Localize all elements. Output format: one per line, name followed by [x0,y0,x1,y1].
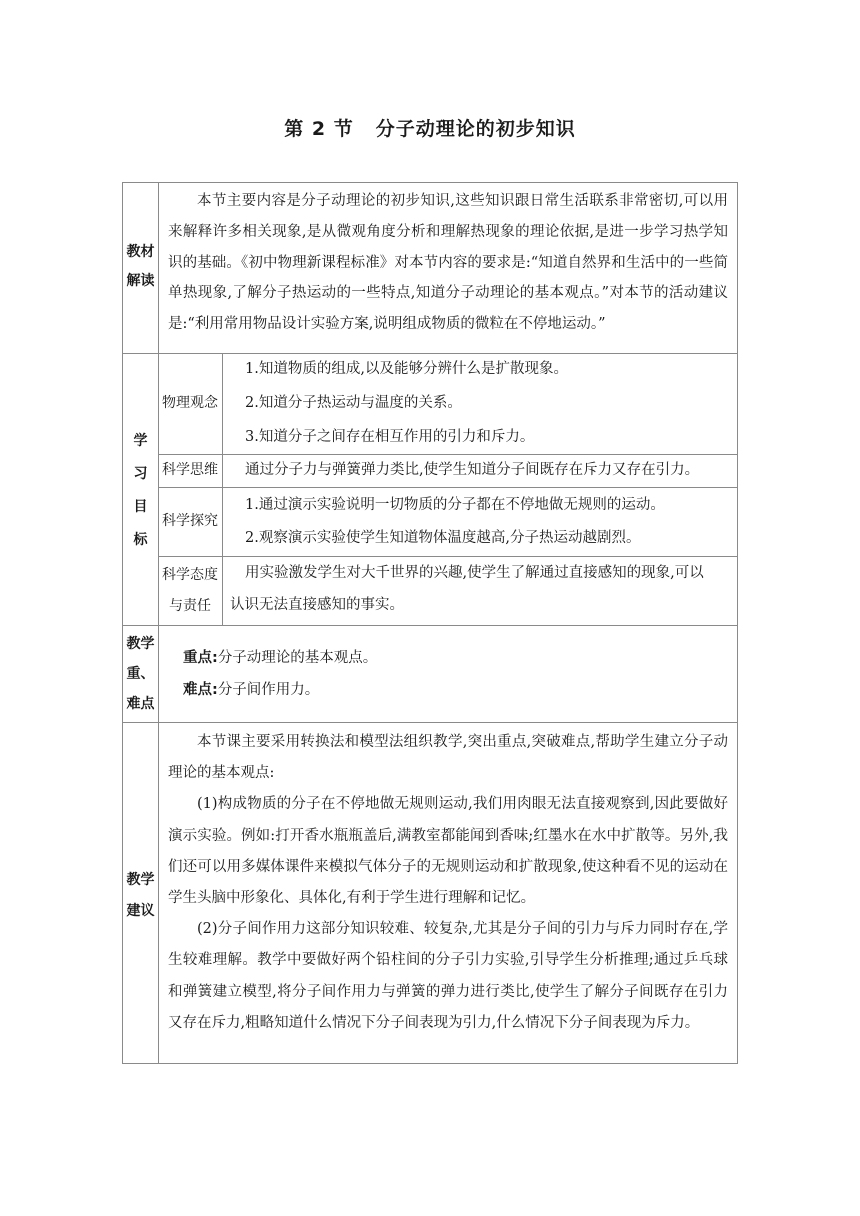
difficult-point: 难点:分子间作用力。 [183,682,320,698]
textbook-reading-text: 本节主要内容是分子动理论的初步知识,这些知识跟日常生活联系非常密切,可以用来解释许多相关现象,是从微观角度分析和理解热现象的理论依据,是进一步学习热学知识的基础。《初中物理新课程标准》对本节内容的要求是:“知道自然界和生活中的一些简单热现象,了解分子热运动的一些特点,知道分子动理论的基本观点。”对本节的活动建议是:“利用常用物品设计实验方案,说明组成物质的微粒在不停地运动。” [168,193,728,333]
row-divider [122,722,738,723]
goal-physics-concept-line: 1.知道物质的组成,以及能够分辨什么是扩散现象。 [245,361,568,377]
label-teaching-suggestions: 教学 建议 [126,872,155,919]
row-divider [122,353,738,354]
subcolumn-divider [222,353,223,625]
subrow-divider [158,454,738,455]
label-learning-goals: 学 习 目 标 [133,433,148,548]
section-name: 分子动理论的初步知识 [375,118,576,140]
row-divider [122,625,738,626]
goal-scientific-inquiry-line: 2.观察演示实验使学生知道物体温度越高,分子热运动越剧烈。 [245,530,641,546]
section-number: 第 2 节 [284,118,354,140]
goal-scientific-inquiry-label: 科学探究 [162,513,218,529]
goal-scientific-thinking-label: 科学思维 [162,462,218,478]
subrow-divider [158,556,738,557]
page-title [0,114,860,141]
label-key-difficult-points: 教学 重、 难点 [126,636,155,712]
goal-attitude-line: 认识无法直接感知的事实。 [230,597,404,613]
goal-scientific-inquiry-line: 1.通过演示实验说明一切物质的分子都在不停地做无规则的运动。 [245,497,665,513]
label-textbook-reading: 教材 解读 [126,244,155,289]
column-divider [158,182,159,1064]
goal-physics-concept-line: 3.知道分子之间存在相互作用的引力和斥力。 [245,429,535,445]
teaching-suggestions-text: 本节课主要采用转换法和模型法组织教学,突出重点,突破难点,帮助学生建立分子动理论的基本观点: (1)构成物质的分子在不停地做无规则运动,我们用肉眼无法直接观察到,因此要做好演示实验。例如:打开香水瓶瓶盖后,满教室都能闻到香味;红墨水在水中扩散等。另外,我们还可以用多媒体课件来模拟气体分子的无规则运动和扩散现象,使这种看不见的运动在学生头脑中形象化、具体化,有利于学生进行理解和记忆。 (2)分子间作用力这部分知识较难、较复杂,尤其是分子间的引力与斥力同时存在,学生较难理解。教学中要做好两个铅柱间的分子引力实验,引导学生分析推理;通过乒乓球和弹簧建立模型,将分子间作用力与弹簧的弹力进行类比,使学生了解分子间既存在引力又存在斥力,粗略知道什么情况下分子间表现为引力,什么情况下分子间表现为斥力。 [168,734,728,1031]
goal-physics-concept-line: 2.知道分子热运动与温度的关系。 [245,395,462,411]
subrow-divider [158,487,738,488]
key-point: 重点:分子动理论的基本观点。 [183,650,378,666]
goal-physics-concept-label: 物理观念 [162,395,218,411]
goal-scientific-thinking-line: 通过分子力与弹簧弹力类比,使学生知道分子间既存在斥力又存在引力。 [245,462,700,478]
goal-attitude-label: 科学态度 与责任 [162,567,218,614]
goal-attitude-line: 用实验激发学生对大千世界的兴趣,使学生了解通过直接感知的现象,可以 [245,565,704,581]
